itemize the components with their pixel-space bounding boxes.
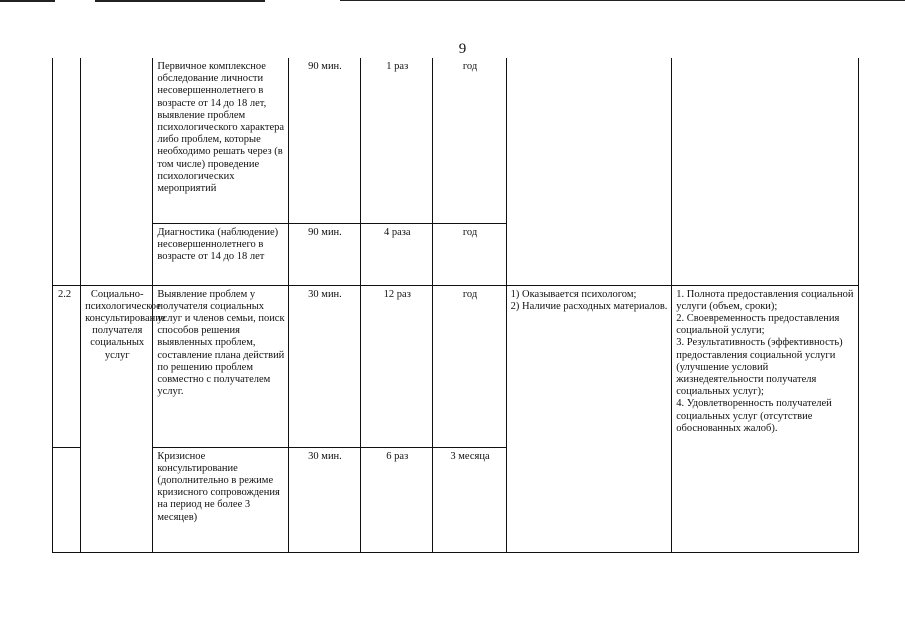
name-cell-empty: [81, 223, 153, 285]
duration-cell: 30 мин.: [288, 447, 360, 552]
criteria-cell: 1. Полнота предоставления социальной услуги (объем, сроки); 2. Своевременность предоставления социальной услуги; 3. Результативность (эффективность) предоставления социальной услуги (улучшение условий жизнедеятельности получателя социальных услуг); 4. Удовлетворенность получателей социальных услуг (отсутствие обоснованных жалоб).: [672, 285, 859, 552]
duration-cell: 30 мин.: [288, 285, 360, 447]
top-rule-middle: [95, 0, 265, 2]
name-cell-empty: [81, 58, 153, 223]
num-cell-empty: [53, 58, 81, 223]
service-cell: Диагностика (наблюдение) несовершеннолетнего в возрасте от 14 до 18 лет: [153, 223, 289, 285]
num-cell-empty: [53, 447, 81, 552]
period-cell: год: [433, 285, 506, 447]
conditions-cell-empty: [506, 58, 672, 285]
count-cell: 1 раз: [361, 58, 433, 223]
service-cell: Выявление проблем у получателя социальных услуг и членов семьи, поиск способов решения выявленных проблем, составление плана действий по решению проблем совместно с получателем услуг.: [153, 285, 289, 447]
page-number: 9: [458, 41, 467, 57]
period-cell: год: [433, 223, 506, 285]
count-cell: 6 раз: [361, 447, 433, 552]
criteria-cell-empty: [672, 58, 859, 285]
duration-cell: 90 мин.: [288, 223, 360, 285]
count-cell: 12 раз: [361, 285, 433, 447]
table-row: [53, 58, 859, 223]
num-cell-empty: [53, 223, 81, 285]
top-rule-left: [0, 0, 55, 2]
section-name: Социально-психологическое консультирование получателя социальных услуг: [81, 285, 153, 552]
conditions-cell: 1) Оказывается психологом; 2) Наличие расходных материалов.: [506, 285, 672, 552]
services-table: [52, 58, 859, 553]
service-cell: Кризисное консультирование (дополнительно в режиме кризисного сопровождения на период не более 3 месяцев): [153, 447, 289, 552]
period-cell: 3 месяца: [433, 447, 506, 552]
duration-cell: 90 мин.: [288, 58, 360, 223]
top-rule-right: [340, 0, 905, 1]
section-number: 2.2: [53, 285, 81, 447]
count-cell: 4 раза: [361, 223, 433, 285]
table-row: [53, 285, 859, 447]
service-cell: Первичное комплексное обследование личности несовершеннолетнего в возрасте от 14 до 18 лет, выявление проблем психологического характера либо проблем, которые необходимо решать через (в том числе) проведение психологических мероприятий: [153, 58, 289, 223]
period-cell: год: [433, 58, 506, 223]
